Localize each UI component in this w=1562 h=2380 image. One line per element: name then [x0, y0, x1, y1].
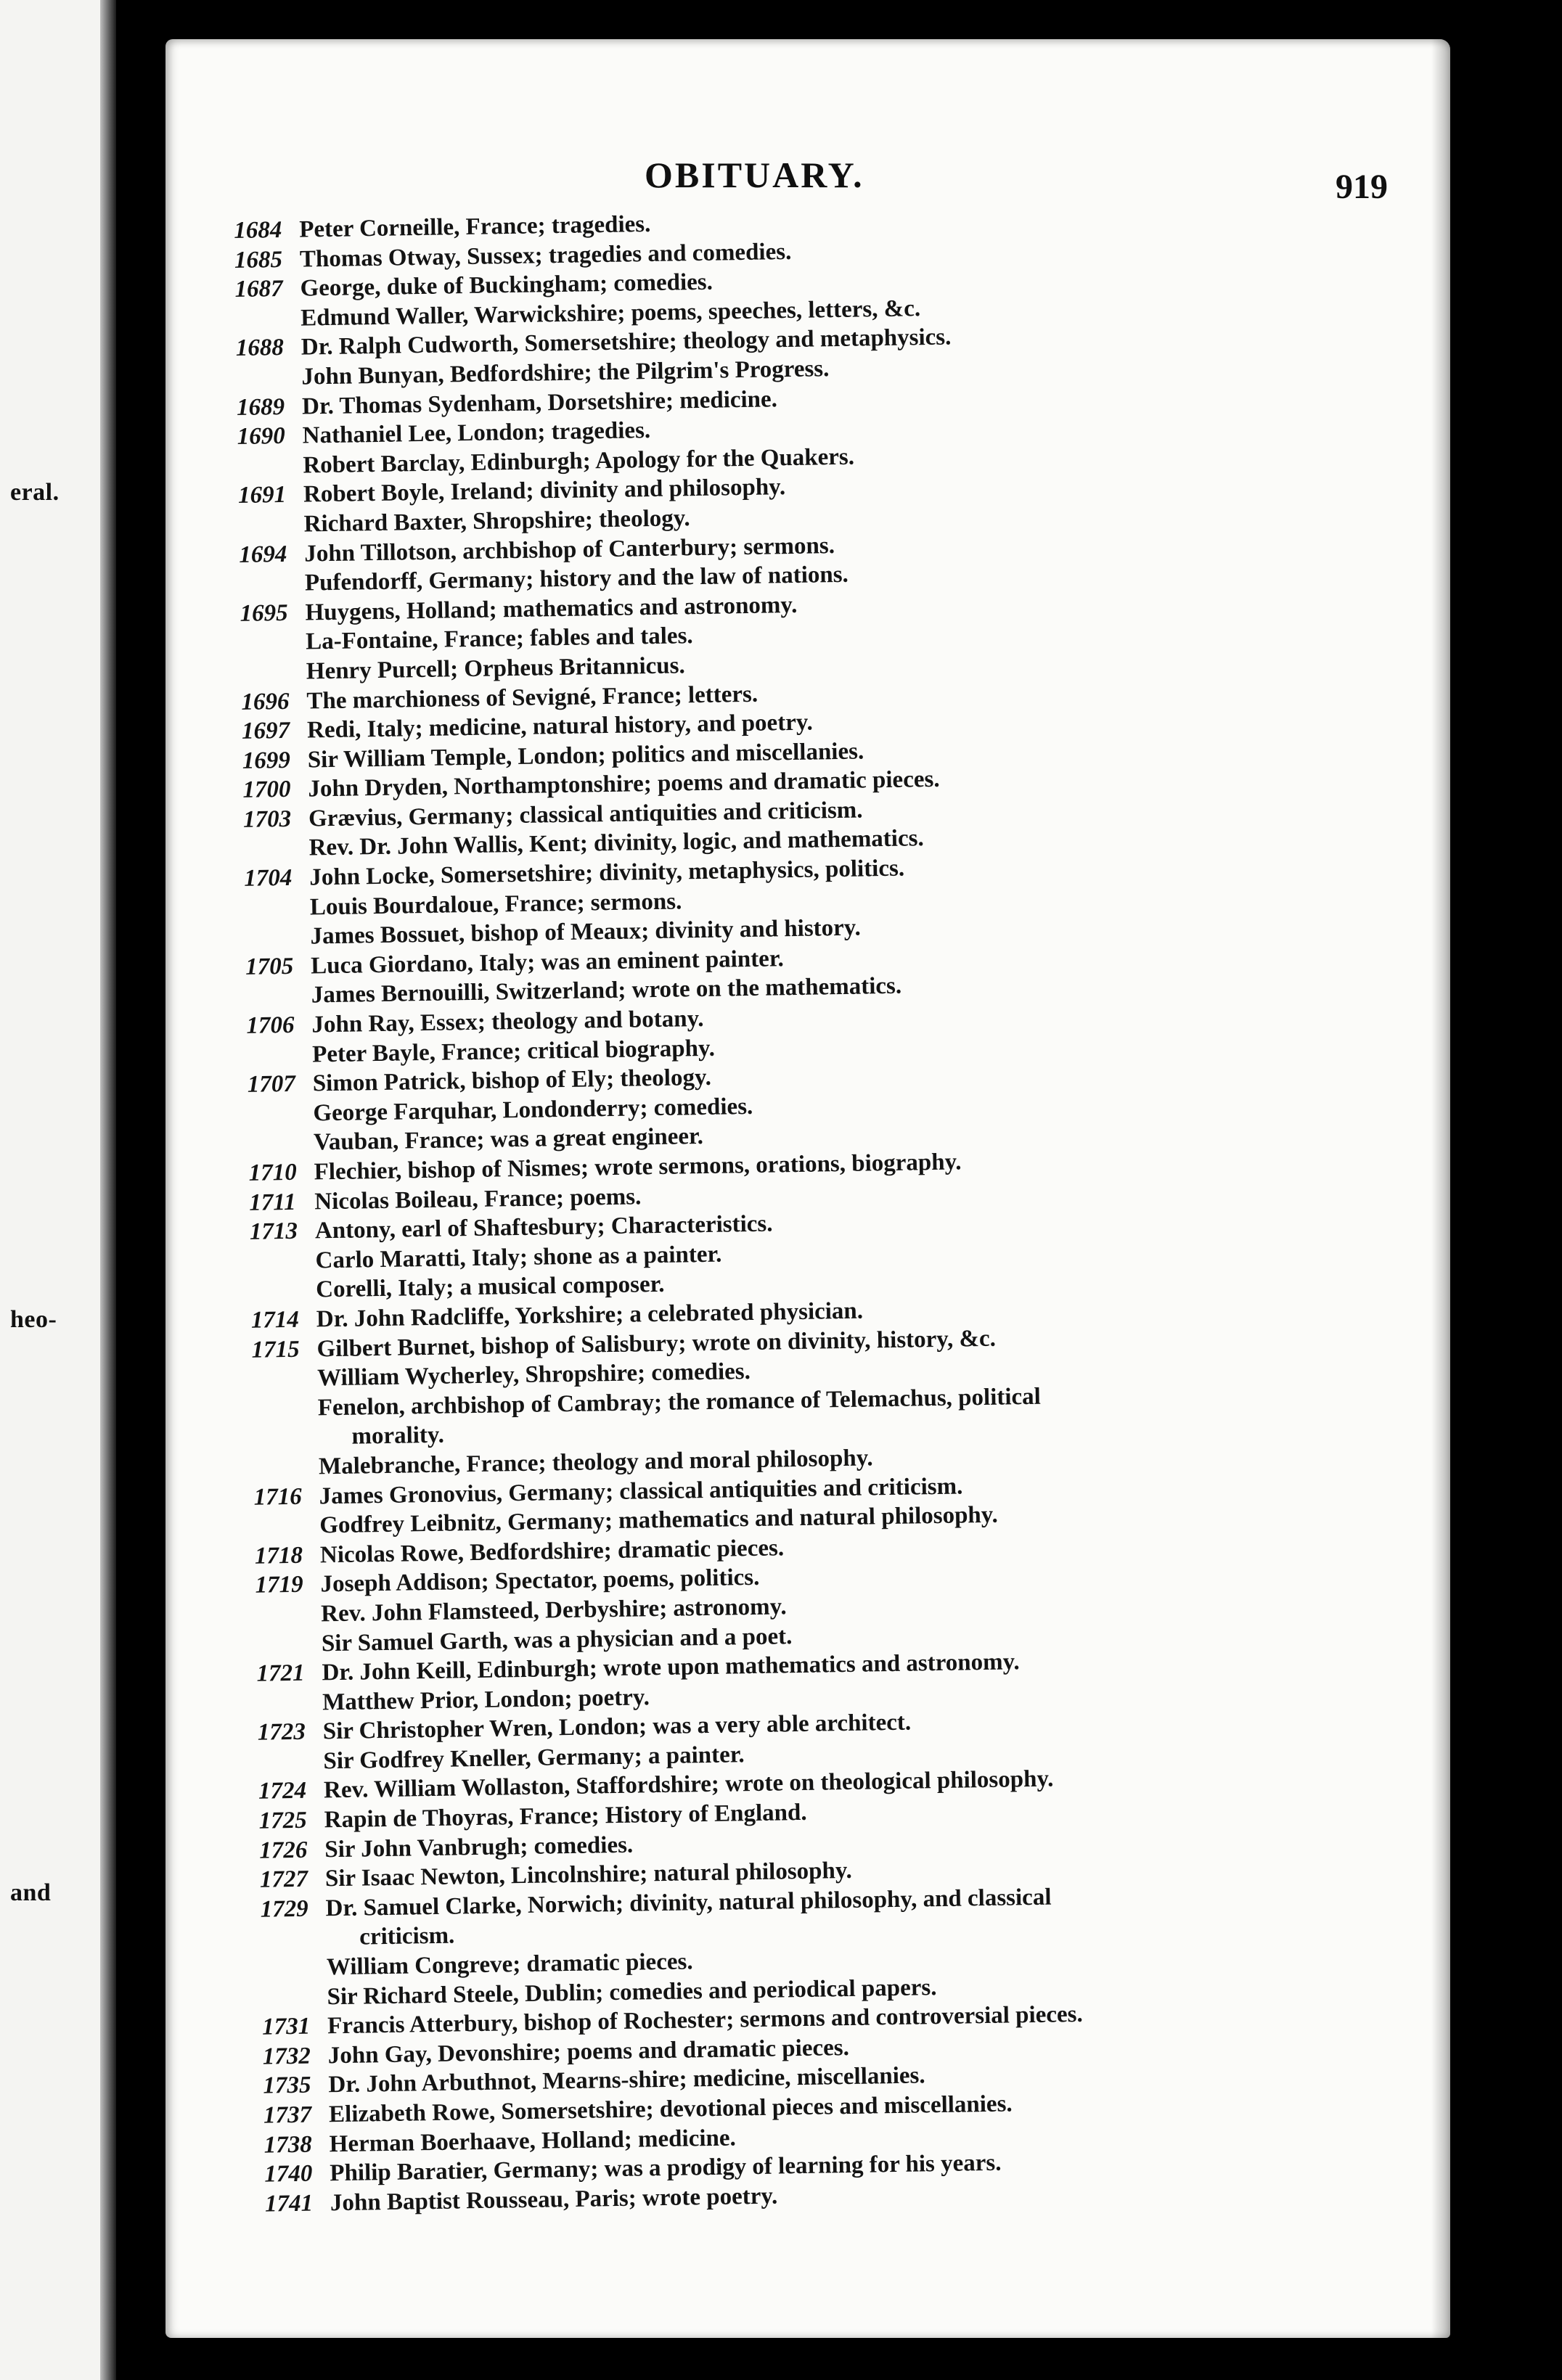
entry-text: Elizabeth Rowe, Somersetshire; devotional pieces and miscellanies.: [328, 2090, 1013, 2128]
entry-text: James Gronovius, Germany; classical antiquities and criticism.: [319, 1472, 963, 1509]
entry-text: Dr. John Keill, Edinburgh; wrote upon mathematics and astronomy.: [322, 1649, 1020, 1686]
entry-text: Robert Boyle, Ireland; divinity and philosophy.: [303, 474, 786, 508]
entry-text: Dr. John Arbuthnot, Mearns-shire; medicine, miscellanies.: [328, 2062, 925, 2098]
entry-year: [253, 1415, 318, 1416]
entry-year: [245, 914, 310, 915]
entry-text: The marchioness of Sevigné, France; letters.: [306, 681, 758, 715]
entry-year: 1694: [239, 541, 287, 568]
entry-year: 1691: [237, 482, 287, 509]
entry-text: Sir Samuel Garth, was a physician and a poet.: [321, 1622, 793, 1657]
entry-year: 1721: [256, 1659, 305, 1687]
entry-text: John Baptist Rousseau, Paris; wrote poetry.: [330, 2183, 778, 2217]
entry-text: Dr. John Radcliffe, Yorkshire; a celebrated physician.: [316, 1297, 864, 1333]
page-number: 919: [1336, 168, 1388, 206]
entry-text: Sir John Vanbrugh; comedies.: [324, 1831, 634, 1863]
entry-year: [262, 2004, 327, 2005]
entry-year: [252, 1386, 317, 1387]
facing-page-fragment: [0, 0, 116, 2380]
entry-text: George Farquhar, Londonderry; comedies.: [313, 1093, 753, 1127]
entry-year: [250, 1297, 316, 1298]
entry-text: Sir Richard Steele, Dublin; comedies and periodical papers.: [327, 1974, 937, 2010]
entry-text: William Congreve; dramatic pieces.: [326, 1948, 693, 1981]
entry-text: Henry Purcell; Orpheus Britannicus.: [306, 652, 685, 685]
entry-text: James Bernouilli, Switzerland; wrote on the mathematics.: [311, 973, 902, 1009]
entry-year: [258, 1768, 324, 1769]
entry-year: 1697: [241, 717, 290, 745]
entry-year: 1699: [242, 747, 291, 774]
entry-text: Rapin de Thoyras, France; History of England.: [324, 1799, 807, 1834]
entry-year: [239, 531, 304, 532]
entry-text: James Bossuet, bishop of Meaux; divinity and history.: [310, 914, 861, 950]
facing-page-fragment-text: eral.: [10, 479, 60, 506]
entry-year: 1735: [263, 2072, 311, 2100]
entry-year: 1703: [242, 805, 292, 833]
entry-text: Vauban, France; was a great engineer.: [313, 1123, 704, 1156]
entry-text: Gilbert Burnet, bishop of Salisbury; wrote on divinity, history, &c.: [316, 1325, 997, 1362]
entry-year: 1714: [250, 1306, 300, 1334]
entry-text: John Gay, Devonshire; poems and dramatic pieces.: [327, 2034, 850, 2069]
entry-year: 1723: [257, 1718, 306, 1747]
book-page: [165, 39, 1450, 2338]
entry-year: 1684: [234, 216, 282, 244]
entry-text: criticism.: [359, 1922, 455, 1951]
entry-text: Sir William Temple, London; politics and miscellanies.: [307, 738, 864, 774]
entry-text: John Dryden, Northamptonshire; poems and dramatic pieces.: [308, 766, 940, 803]
entry-year: [255, 1532, 320, 1533]
entry-year: 1740: [264, 2160, 313, 2188]
entry-year: 1713: [249, 1218, 298, 1246]
entry-year: 1716: [253, 1483, 303, 1511]
entry-text: morality.: [351, 1422, 445, 1450]
entry-year: [241, 678, 306, 679]
entry-year: 1715: [251, 1336, 300, 1363]
entry-text: Nicolas Rowe, Bedfordshire; dramatic pieces.: [319, 1535, 785, 1569]
entry-text: Dr. Thomas Sydenham, Dorsetshire; medicine.: [301, 385, 778, 420]
entry-text: Fenelon, archbishop of Cambray; the romance of Telemachus, political: [317, 1383, 1042, 1421]
entry-year: 1738: [263, 2131, 313, 2159]
entry-text: Dr. Ralph Cudworth, Somersetshire; theology and metaphysics.: [300, 324, 952, 361]
facing-page-fragment-text: heo-: [10, 1306, 57, 1333]
entry-year: 1687: [234, 276, 283, 303]
entry-year: 1707: [247, 1071, 296, 1099]
entry-text: Dr. Samuel Clarke, Norwich; divinity, natural philosophy, and classical: [325, 1884, 1052, 1922]
entry-year: 1727: [259, 1866, 308, 1893]
entry-year: 1725: [258, 1807, 308, 1834]
entry-text: Nathaniel Lee, London; tragedies.: [302, 417, 651, 449]
obituary-list: [234, 197, 1450, 2219]
entry-year: 1719: [255, 1572, 303, 1599]
entry-text: John Tillotson, archbishop of Canterbury; sermons.: [304, 532, 835, 567]
entry-text: Godfrey Leibnitz, Germany; mathematics and natural philosophy.: [319, 1501, 998, 1539]
entry-year: [255, 1621, 321, 1622]
entry-text: Simon Patrick, bishop of Ely; theology.: [312, 1064, 712, 1097]
entry-year: 1704: [244, 864, 293, 892]
entry-text: George, duke of Buckingham; comedies.: [300, 268, 713, 302]
entry-text: Herman Boerhaave, Holland; medicine.: [329, 2125, 737, 2157]
entry-year: [248, 1120, 314, 1121]
entry-year: 1724: [258, 1778, 307, 1805]
entry-text: La-Fontaine, France; fables and tales.: [305, 623, 693, 655]
entry-text: Antony, earl of Shaftesbury; Characteristics.: [314, 1210, 773, 1244]
entry-text: Robert Barclay, Edinburgh; Apology for the Quakers.: [303, 443, 855, 479]
entry-text: Nicolas Boileau, France; poems.: [314, 1183, 642, 1215]
entry-text: John Bunyan, Bedfordshire; the Pilgrim's Progress.: [301, 356, 830, 390]
entry-text: Edmund Waller, Warwickshire; poems, speeches, letters, &c.: [300, 295, 921, 332]
entry-text: Peter Corneille, France; tragedies.: [299, 210, 651, 243]
entry-text: Rev. John Flamsteed, Derbyshire; astronomy.: [320, 1593, 787, 1628]
running-head: OBITUARY.: [645, 155, 864, 195]
entry-year: 1741: [264, 2190, 314, 2217]
entry-text: Thomas Otway, Sussex; tragedies and comedies.: [299, 238, 792, 273]
entry-year: [261, 1974, 327, 1975]
entry-year: [245, 944, 311, 945]
entry-text: Huygens, Holland; mathematics and astronomy.: [305, 591, 798, 626]
entry-year: [248, 1150, 314, 1151]
entry-year: 1718: [254, 1542, 303, 1569]
entry-year: 1688: [235, 335, 285, 362]
entry-year: 1731: [261, 2013, 311, 2040]
entry-text: Sir Christopher Wren, London; was a very able architect.: [322, 1709, 912, 1745]
entry-text: Redi, Italy; medicine, natural history, and poetry.: [306, 709, 814, 744]
entry-text: William Wycherley, Shropshire; comedies.: [316, 1358, 751, 1392]
entry-year: [244, 855, 309, 856]
book-gutter: [100, 0, 116, 2380]
entry-text: Rev. William Wollaston, Staffordshire; wrote on theological philosophy.: [323, 1765, 1054, 1804]
entry-year: [261, 1945, 326, 1946]
entry-text: Corelli, Italy; a musical composer.: [315, 1271, 665, 1303]
entry-year: 1696: [241, 688, 290, 715]
facing-page-fragment-text: and: [10, 1879, 52, 1906]
entry-year: 1706: [246, 1012, 295, 1039]
entry-year: 1700: [242, 776, 291, 804]
entry-text: Matthew Prior, London; poetry.: [322, 1683, 650, 1716]
entry-text: Francis Atterbury, bishop of Rochester; sermons and controversial pieces.: [327, 2001, 1083, 2040]
entry-text: Luca Giordano, Italy; was an eminent painter.: [310, 945, 784, 980]
entry-text: Grævius, Germany; classical antiquities and criticism.: [308, 797, 863, 832]
entry-year: 1711: [249, 1189, 296, 1216]
entry-text: Louis Bourdaloue, France; sermons.: [309, 888, 682, 921]
entry-text: Malebranche, France; theology and moral philosophy.: [318, 1445, 873, 1480]
entry-text: Philip Baratier, Germany; was a prodigy of learning for his years.: [330, 2149, 1002, 2187]
entry-year: 1729: [260, 1895, 308, 1923]
entry-year: [235, 325, 300, 326]
entry-year: [240, 649, 306, 650]
entry-year: 1705: [245, 953, 294, 980]
entry-text: Joseph Addison; Spectator, poems, politics.: [320, 1564, 760, 1598]
entry-text: Flechier, bishop of Nismes; wrote sermons, orations, biography.: [314, 1149, 962, 1186]
entry-year: 1690: [237, 423, 286, 451]
entry-text: Sir Isaac Newton, Lincolnshire; natural philosophy.: [324, 1858, 853, 1892]
entry-year: 1737: [263, 2101, 312, 2129]
entry-text: John Ray, Essex; theology and botany.: [311, 1005, 704, 1038]
entry-text: Rev. Dr. John Wallis, Kent; divinity, logic, and mathematics.: [308, 825, 924, 861]
entry-year: [246, 1003, 311, 1004]
entry-text: Peter Bayle, France; critical biography.: [311, 1035, 716, 1068]
entry-year: [238, 472, 303, 473]
entry-text: Richard Baxter, Shropshire; theology.: [303, 505, 690, 538]
entry-text: Sir Godfrey Kneller, Germany; a painter.: [323, 1741, 745, 1775]
entry-text: Pufendorff, Germany; history and the law of nations.: [304, 561, 849, 596]
entry-text: Carlo Maratti, Italy; shone as a painter.: [315, 1241, 722, 1274]
entry-year: 1710: [248, 1159, 297, 1186]
entry-year: 1726: [259, 1837, 308, 1864]
entry-year: 1689: [236, 393, 285, 421]
entry-year: 1732: [262, 2043, 311, 2070]
entry-year: 1695: [240, 599, 288, 627]
entry-year: 1685: [234, 246, 283, 274]
entry-text: John Locke, Somersetshire; divinity, metaphysics, politics.: [309, 855, 905, 891]
